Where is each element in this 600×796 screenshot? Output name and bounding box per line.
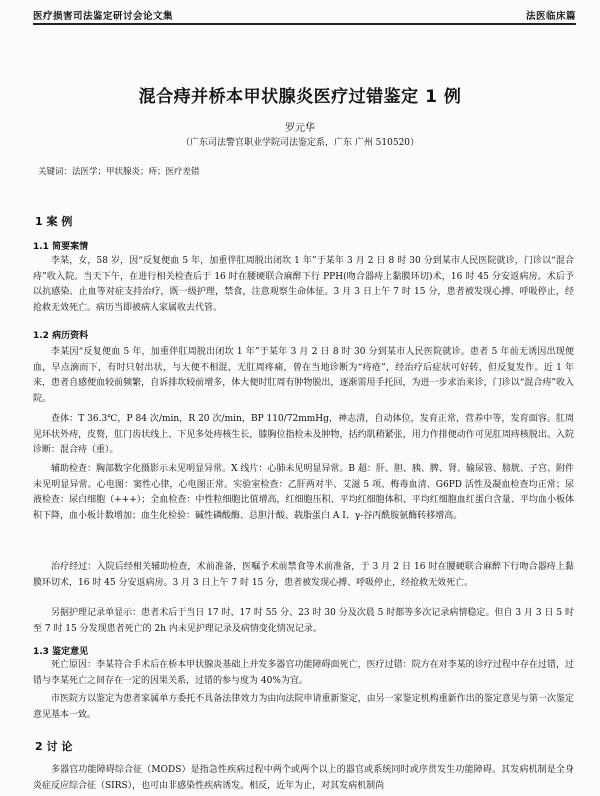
brief-case-paragraph: 李某，女，58 岁，因“反复便血 5 年，加重伴肛周脱出闭坎 1 年”于某年 3 月 2 日 8 时 30 分到某市人民医院就诊，门诊以“混合痔”收入院。当天下午，在进行相关检查后于 16 时在腰硬联合麻醉下行 PPH(吻合器痔上黏膜环切)术，16 时 45 分安返病房。术后予以抗感染、止血等对症支持治疗，既一级护理，禁食，注意观察生命体征。3 月 3 日上午 7 时 15 分，患者被发现心搏、呼吸停止，经抢救无效死亡。病历当即被病人家属收去代管。 [33,256,574,313]
records-paragraph-1: 李某因“反复便血 5 年，加重伴肛周脱出闭坎 1 年”于某年 3 月 2 日 8 时 30 分到某市人民医院就诊。患者 5 年前无诱因出现便血，早点滴而下，有时只射出状，与大便不相混，无肛周疼痛，曾在当地诊断为“痔疮”，经治疗后症状可好转，但反复发作。近 1 年来，患者自感便血较前频繁，自诉排坎较前增多，体大便时肛周有肿物脱出，逐渐需用手托回，为进一步求治来诊，门诊以“混合痔”收入院。 [33,347,574,404]
article-title: 混合痔并桥本甲状腺炎医疗过错鉴定 1 例 [138,87,462,107]
section-heading-case: 1 案 例 [35,215,73,228]
keywords: 关键词：法医学；甲状腺炎；痔；医疗差错 [38,167,200,177]
running-header-left: 医疗损害司法鉴定研讨会论文集 [33,11,174,22]
records-paragraph-4: 治疗经过：入院后经相关辅助检查，术前准备，医嘱予术前禁食等术前准备，于 3 月 2 日 16 时在腰硬联合麻醉下行吻合器痔上黏膜环切术，16 时 45 分安返病房。3 月 3 日上午 7 时 15 分，患者被发现心搏、呼吸停止，经抢救无效死亡。 [33,562,574,588]
author: 罗元华 [285,123,315,134]
records-paragraph-3: 辅助检查：胸部数字化摄影示未见明显异常。X 线片：心肺未见明显异常。B 超：肝、胆、胰、脾、肾、输尿管、膀胱、子宫、附件未见明显异常。心电图：窦性心律，心电图正常。实验室检查：乙肝两对半、艾滋 5 项、梅毒血清、G6PD 活性及凝血检查均正常；尿液检查：尿白细胞（+++）；全血检查：中性粒细胞比值增高，红细胞压积、平均红细胞体积、平均红细胞血红蛋白含量、平均血小板体积下降，血小板计数增加；血生化检验：碱性磷酸酶、总胆汁酸、载脂蛋白 A I、γ-谷丙酰胺氨酶转移增高。 [33,464,574,521]
subsection-heading-opinion: 1.3 鉴定意见 [33,647,89,657]
records-paragraph-2: 查体：T 36.3℃，P 84 次/min，R 20 次/min，BP 110/72mmHg，神志清，自动体位，发育正常，营养中等，发育面容。肛周见环状外痔，皮赘，肛门齿状线上、下见多处痔核生长，膝胸位指检未及肿物，括约肌稍紧张，用力作排便动作可见肛周痔核脱出。入院诊断：混合痔（重）。 [33,414,574,455]
running-header [33,4,576,25]
subsection-heading-records: 1.2 病历资料 [33,331,89,341]
opinion-paragraph-1: 死亡原因：李某符合手术后在桥本甲状腺炎基础上并发多器官功能障碍面死亡，医疗过错：院方在对李某的诊疗过程中存在过错，过错与李某死亡之间存在一定的因果关系，过错的参与度为 40%为宜。 [33,660,574,686]
records-paragraph-5: 另据护理记录单显示：患者术后于当日 17 时、17 时 55 分、23 时 30 分及次晨 5 时都等多次记录病情稳定。但自 3 月 3 日 5 时至 7 时 15 分发现患者死亡的 2h 内未见护理记录及病情变化情况记录。 [33,608,574,634]
affiliation: （广东司法警官职业学院司法鉴定系，广东 广州 510520） [180,138,420,148]
discussion-paragraph-1: 多器官功能障碍综合征（MODS）是指急性疾病过程中两个或两个以上的器官或系统同时或序贯发生功能障碍。其发病机制是全身炎症反应综合征（SIRS），也可由非感染性疾病诱发。相反，近年为止，对其发病机制尚 [33,765,574,791]
opinion-paragraph-2: 市医院方以鉴定为患者家属单方委托不具备法律效力为由向法院申请重新鉴定，由另一家鉴定机构重新作出的鉴定意见与第一次鉴定意见基本一致。 [33,694,574,720]
subsection-heading-brief: 1.1 简要案情 [33,242,89,252]
running-header-right: 法医临床篇 [525,11,576,22]
section-heading-discussion: 2 讨 论 [35,740,73,753]
